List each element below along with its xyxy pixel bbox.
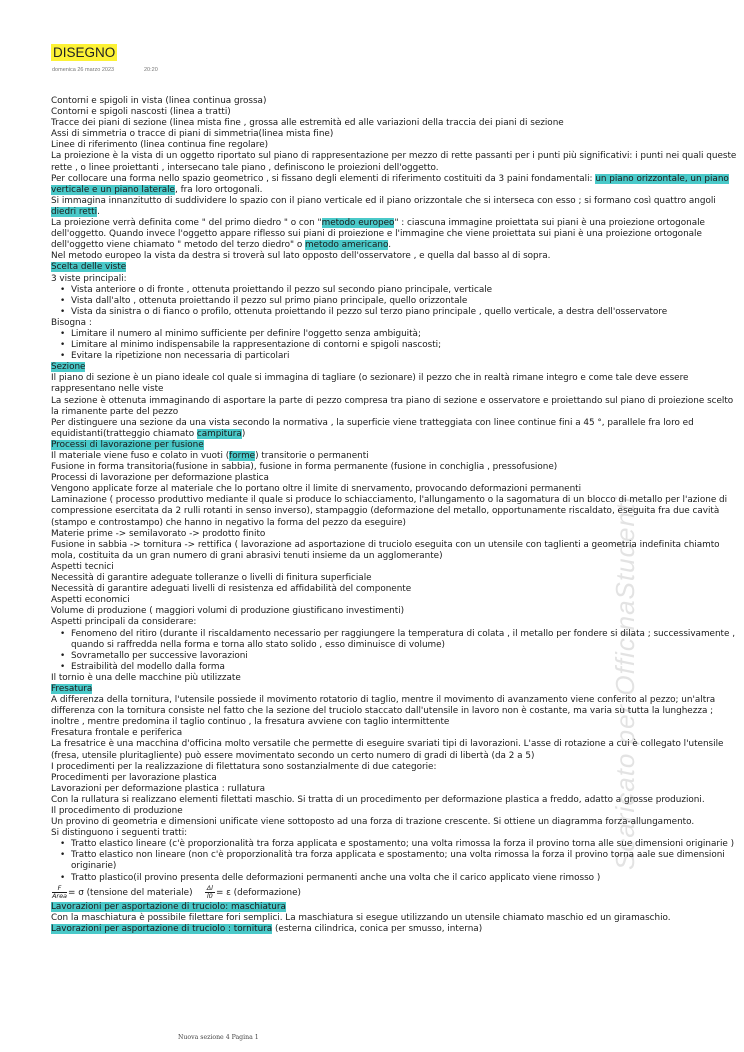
text-line: Procedimenti per lavorazione plastica [51, 772, 217, 783]
heading-highlight: Fresatura [51, 683, 93, 694]
text-line [51, 174, 741, 196]
text-span: (esterna cilindrica, conica per smusso, interna) [272, 923, 483, 934]
section-heading [51, 902, 741, 913]
list-item: • Tratto elastico non lineare (non c'è proporzionalità tra forza applicata e spostamento; una volta rimossa la forza il provino torna aale sue dimensioni originarie) [71, 850, 741, 872]
text-line: Contorni e spigoli in vista (linea continua grossa) [51, 96, 267, 106]
text-line: Aspetti economici [51, 595, 130, 606]
text-line: La fresatrice è una macchina d'officina molto versatile che permette di eseguire svariati tipi di lavorazioni. L'asse di rotazione a cui è collegato l'utensile (fresa, utensile pluritagliente) può essere movimentato secondo un certo numero di gradi di libertà (da 2 a 5) [51, 739, 724, 761]
fraction-denominator: l0 [206, 891, 213, 900]
text-line: Il tornio è una delle macchine più utilizzate [51, 672, 241, 683]
list-item: • Fenomeno del ritiro (durante il riscaldamento necessario per raggiungere la temperatura di colata , il metallo per fondere si dilata ; successivamente , quando si raffredda nella forma e torna allo stato solido , esso diminuisce di volume) [71, 629, 741, 651]
fraction-numerator: F [52, 885, 67, 893]
formula-line [51, 884, 741, 902]
text-line: Si distinguono i seguenti tratti: [51, 828, 188, 839]
text-line [51, 418, 741, 440]
heading-highlight: Lavorazioni per asportazione di truciolo : tornitura [51, 923, 273, 934]
text-line: I procedimenti per la realizzazione di filettatura sono sostanzialmente di due categorie: [51, 761, 437, 772]
list-item: • Limitare il numero al minimo sufficiente per definire l'oggetto senza ambiguità; [71, 329, 741, 340]
heading-highlight: Processi di lavorazione per fusione [51, 439, 204, 450]
heading-highlight: Sezione [51, 362, 86, 373]
text-line: A differenza della tornitura, l'utensile possiede il movimento rotatorio di taglio, mentre il movimento di avanzamento viene conferito al pezzo; un'altra differenza con la tornitura consiste nel fatto che la sezione del truciolo staccato dall'utensile in lavoro non è costante, ma varia su tutta la lunghezza ; inoltre , mentre predomina il taglio continuo , la fresatura avviene con taglio intermittente [51, 695, 716, 728]
list-item: • Vista da sinistra o di fianco o profilo, ottenuta proiettando il pezzo sul terzo piano principale , quello verticale, a destra dell'osservatore [71, 307, 741, 318]
text-span: Per distinguere una sezione da una vista secondo la normativa , la superficie viene tratteggiata con linee continue fini a 45 °, parallele fra loro ed equidistanti(tratteggio chiamato [51, 417, 694, 439]
text-line: Materie prime -> semilavorato -> prodotto finito [51, 528, 266, 539]
list-item: • Vista anteriore o di fronte , ottenuta proiettando il pezzo sul secondo piano principale, verticale [71, 285, 741, 296]
bullet-list [51, 629, 741, 673]
text-span: Si immagina innanzitutto di suddividere lo spazio con il piano verticale ed il piano orizzontale che si interseca con esso ; si formano così quattro angoli [51, 195, 716, 206]
list-item: • Tratto plastico(il provino presenta delle deformazioni permanenti anche una volta che il carico applicato viene rimosso ) [71, 873, 741, 884]
text-line: Il procedimento di produzione [51, 806, 183, 816]
text-line: Necessità di garantire adeguate tolleranze o livelli di finitura superficiale [51, 573, 372, 584]
highlighted-text: campitura [196, 428, 242, 439]
highlighted-text: forme [229, 451, 256, 461]
text-span: " : ciascuna immagine proiettata sui piani è una proiezione ortogonale dell'oggetto. Quando invece l'oggetto appare riflesso sui piani di proiezione e l'immagine che viene proiettata sui piani è una proiezione ortogonale dell'oggetto viene chiamato " metodo del terzo diedro" o [51, 218, 705, 251]
section-heading [51, 684, 741, 695]
section-heading [51, 262, 741, 273]
section-heading [51, 362, 741, 373]
heading-highlight: Lavorazioni per asportazione di truciolo: maschiatura [51, 901, 286, 912]
text-line [51, 196, 741, 218]
section-heading [51, 440, 741, 451]
text-line: Assi di simmetria o tracce di piani di simmetria(linea mista fine) [51, 129, 334, 140]
stress-formula-text: = σ (tensione del materiale) [68, 887, 193, 898]
text-line: Aspetti tecnici [51, 561, 114, 572]
text-line: Un provino di geometria e dimensioni unificate viene sottoposto ad una forza di trazione crescente. Si ottiene un diagramma forza-allungamento. [51, 817, 695, 828]
text-line: Con la maschiatura è possibile filettare fori semplici. La maschiatura si esegue utilizzando un utensile chiamato maschio ed un giramaschio. [51, 912, 671, 923]
text-line: Volume di produzione ( maggiori volumi di produzione giustificano investimenti) [51, 606, 405, 617]
text-line: Fusione in forma transitoria(fusione in sabbia), fusione in forma permanente (fusione in conchiglia , pressofusione) [51, 462, 558, 473]
highlighted-text: metodo europeo [321, 218, 395, 229]
text-line: Nel metodo europeo la vista da destra si troverà sul lato opposto dell'osservatore , e quella dal basso al di sopra. [51, 251, 551, 262]
text-line: Necessità di garantire adeguati livelli di resistenza ed affidabilità del componente [51, 584, 412, 595]
list-item: • Limitare al minimo indispensabile la rappresentazione di contorni e spigoli nascosti; [71, 340, 741, 351]
strain-formula-text: = ε (deformazione) [215, 887, 301, 898]
text-span: Per collocare una forma nello spazio geometrico , si fissano degli elementi di riferimento costituiti da 3 paini fondamentali: [51, 173, 596, 184]
bullet-list [51, 329, 741, 362]
text-span: Il materiale viene fuso e colato in vuoti ( [51, 451, 230, 461]
bullet-list [51, 285, 741, 318]
fraction-denominator: Area [52, 891, 68, 900]
text-line: Contorni e spigoli nascosti (linea a tratti) [51, 107, 231, 118]
text-span: , fra loro ortogonali. [174, 184, 263, 195]
text-line: Bisogna : [51, 317, 92, 328]
text-line: Aspetti principali da considerare: [51, 617, 197, 628]
page-date: domenica 26 marzo 2023 [52, 67, 115, 73]
strain-fraction [205, 885, 215, 900]
stress-fraction [52, 885, 67, 900]
text-line: 3 viste principali: [51, 273, 127, 284]
text-line: Fresatura frontale e periferica [51, 728, 183, 739]
text-line: Con la rullatura si realizzano elementi filettati maschio. Si tratta di un procedimento per deformazione plastica a freddo, adatto a grosse produzioni. [51, 794, 705, 805]
text-line: Processi di lavorazione per deformazione plastica [51, 473, 269, 484]
text-span: ) transitorie o permanenti [255, 451, 369, 461]
highlighted-text: metodo americano [305, 240, 389, 251]
text-line: Fusione in sabbia -> tornitura -> rettifica ( lavorazione ad asportazione di truciolo eseguita con un utensile con taglienti a geometria indefinita chiamto mola, costituita da un gran numero di grani abrasivi tenuti insieme da un agglomerante) [51, 539, 720, 561]
text-line [51, 451, 741, 462]
list-item: • Vista dall'alto , ottenuta proiettando il pezzo sul primo piano principale, quello orizzontale [71, 296, 741, 307]
section-heading [51, 924, 741, 935]
text-line: Laminazione ( processo produttivo mediante il quale si produce lo schiacciamento, l'allungamento o la sagomatura di un blocco di metallo per l'azione di compressione esercitata da 2 rulli rotanti in senso inverso), stampaggio (deformazione del metallo, opportunamente riscaldato, eseguita fra due cavità (stampo e controstampo) che hanno in negativo la forma del pezzo da eseguire) [51, 495, 728, 528]
text-line: La sezione è ottenuta immaginando di asportare la parte di pezzo compresa tra piano di sezione e osservatore e proiettando sul piano di proiezione scelto la rimanente parte del pezzo [51, 395, 734, 417]
page-time: 20:20 [144, 67, 158, 73]
text-span: ) [241, 428, 246, 439]
text-line: La proiezione è la vista di un oggetto riportato sul piano di rappresentazione per mezzo di rette passanti per i punti più significativi: i punti nei quali queste rette , o linee proiettanti , intersecano tale piano , definiscono le proiezioni dell'oggetto. [51, 151, 737, 173]
list-item: • Estraibilità del modello dalla forma [71, 662, 741, 673]
fraction-numerator: Δl [206, 883, 213, 892]
page-title[interactable]: DISEGNO [53, 45, 116, 60]
watermark: Scaricato per OfficinaStudenti [610, 496, 640, 870]
text-span: . [97, 206, 100, 217]
text-line: Tracce dei piani di sezione (linea mista fine , grossa alle estremità ed alle variazioni della traccia dei piani di sezione [51, 118, 564, 129]
highlighted-text: diedri retti [51, 206, 98, 217]
bullet-list [51, 839, 741, 883]
highlighted-text: un piano orizzontale, un piano verticale e un piano laterale [51, 173, 729, 195]
text-span: La proiezione verrà definita come " del primo diedro " o con " [51, 218, 322, 229]
text-line: Lavorazioni per deformazione plastica : rullatura [51, 783, 266, 794]
list-item: • Sovrametallo per successive lavorazioni [71, 651, 741, 662]
text-span: . [388, 240, 391, 251]
heading-highlight: Scelta delle viste [51, 262, 127, 273]
text-line [51, 218, 741, 251]
text-line: Il piano di sezione è un piano ideale col quale si immagina di tagliare (o sezionare) il pezzo che in realtà rimane integro e come tale deve essere rappresentano nelle viste [51, 373, 689, 395]
note-content[interactable] [51, 96, 741, 935]
text-line: Vengono applicate forze al materiale che lo portano oltre il limite di snervamento, provocando deformazioni permanenti [51, 484, 582, 495]
text-line: Linee di riferimento (linea continua fine regolare) [51, 140, 269, 151]
list-item: • Evitare la ripetizione non necessaria di particolari [71, 351, 741, 362]
list-item: • Tratto elastico lineare (c'è proporzionalità tra forza applicata e spostamento; una volta rimossa la forza il provino torna alle sue dimensioni originarie ) [71, 839, 741, 850]
page-footer: Nuova sezione 4 Pagina 1 [178, 1034, 259, 1041]
